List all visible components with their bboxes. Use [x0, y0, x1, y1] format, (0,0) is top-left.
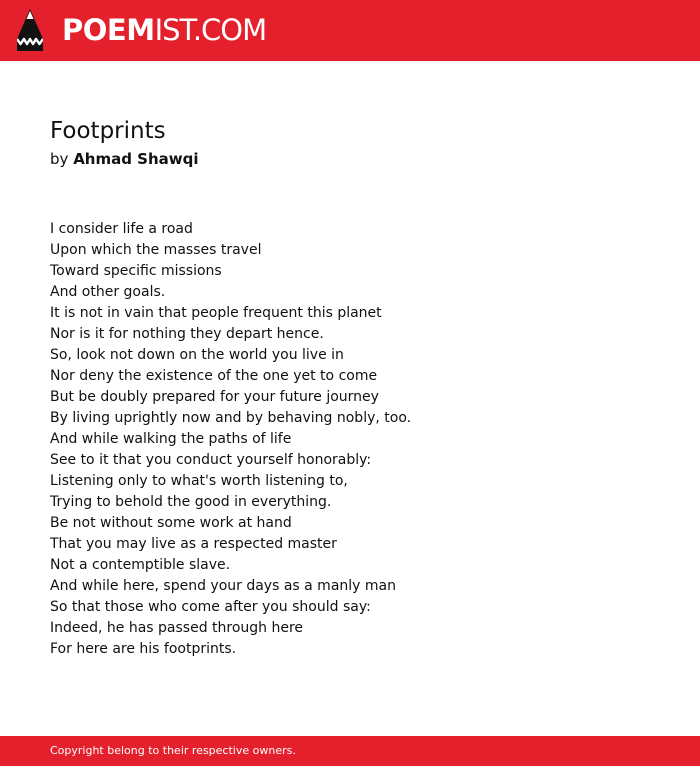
poem-line: Nor deny the existence of the one yet to come	[50, 368, 378, 384]
poem-line: It is not in vain that people frequent this planet	[50, 305, 382, 321]
poem-body	[50, 219, 411, 660]
poem-line: Trying to behold the good in everything.	[50, 494, 332, 510]
pencil-tip-icon	[17, 9, 43, 51]
poem-byline	[50, 149, 199, 169]
poem-line: For here are his footprints.	[50, 641, 237, 657]
poem-line: By living uprightly now and by behaving nobly, too.	[50, 410, 412, 426]
site-logo[interactable]	[62, 12, 266, 48]
poem-line: And while here, spend your days as a manly man	[50, 578, 396, 594]
logo-text-bold: POEM	[62, 13, 155, 47]
poem-title: Footprints	[50, 118, 166, 144]
poem-line: So that those who come after you should say:	[50, 599, 371, 615]
poem-line: Listening only to what's worth listening to,	[50, 473, 348, 489]
poem-line: Toward specific missions	[50, 263, 222, 279]
poem-line: Nor is it for nothing they depart hence.	[50, 326, 324, 342]
poem-line: Be not without some work at hand	[50, 515, 292, 531]
logo-text-light: IST.COM	[154, 13, 267, 47]
byline-prefix: by	[50, 150, 69, 168]
copyright-notice: Copyright belong to their respective owners.	[50, 744, 296, 757]
poem-author: Ahmad Shawqi	[73, 150, 199, 168]
poem-line: That you may live as a respected master	[50, 536, 337, 552]
poem-line: Indeed, he has passed through here	[50, 620, 304, 636]
site-footer	[0, 736, 700, 766]
site-header	[0, 0, 700, 61]
poem-line: Not a contemptible slave.	[50, 557, 231, 573]
poem-line: And other goals.	[50, 284, 166, 300]
poem-line: So, look not down on the world you live in	[50, 347, 344, 363]
poem-line: See to it that you conduct yourself honorably:	[50, 452, 372, 468]
poem-line: I consider life a road	[50, 221, 193, 237]
poem-line: And while walking the paths of life	[50, 431, 292, 447]
poem-line: But be doubly prepared for your future journey	[50, 389, 379, 405]
poem-line: Upon which the masses travel	[50, 242, 262, 258]
